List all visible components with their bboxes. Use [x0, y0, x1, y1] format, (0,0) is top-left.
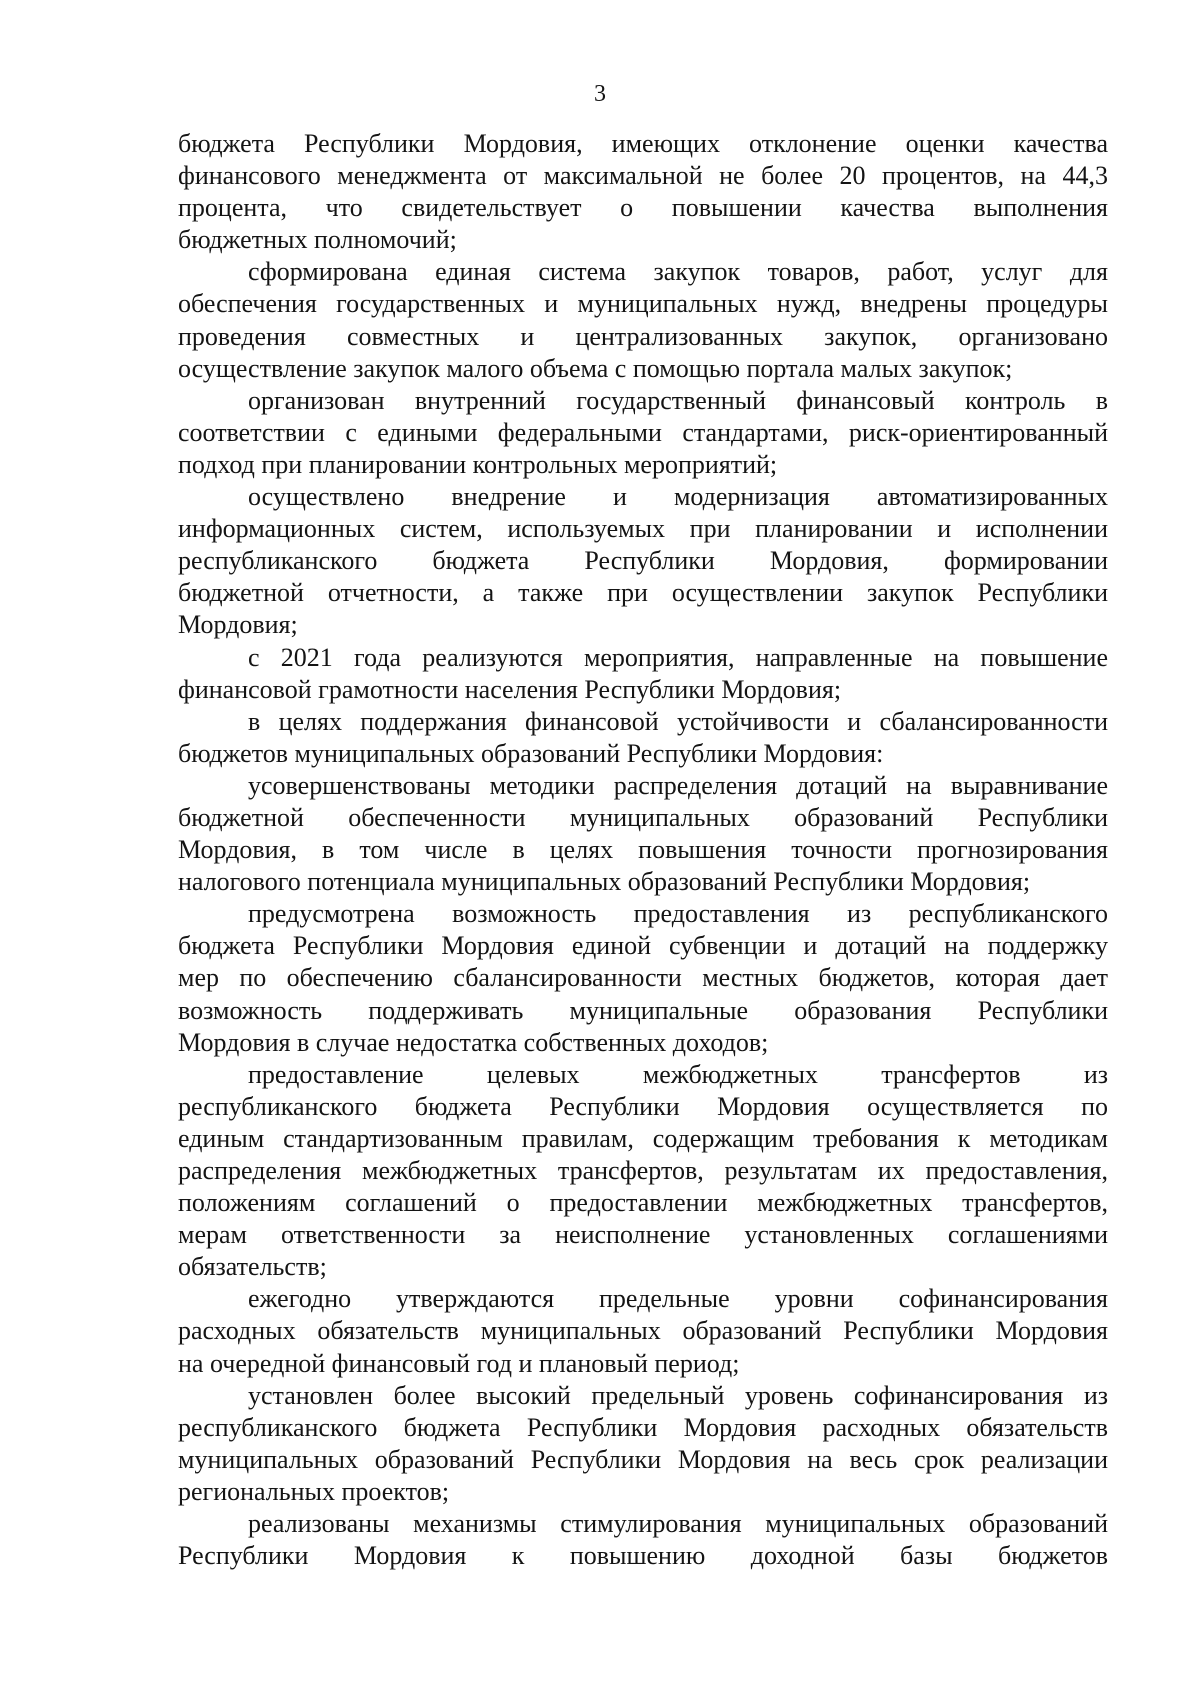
- text-line: распределения межбюджетных трансфертов, результатам их предоставления,: [178, 1156, 1108, 1185]
- paragraph: [178, 385, 1108, 481]
- paragraph: [178, 1508, 1108, 1572]
- text-line: расходных обязательств муниципальных образований Республики Мордовия: [178, 1316, 1108, 1346]
- text-line: мер по обеспечению сбалансированности местных бюджетов, которая дает: [178, 963, 1108, 993]
- text-line: соответствии с едиными федеральными стандартами, риск-ориентированный: [178, 417, 1108, 447]
- page-number: 3: [594, 81, 606, 107]
- text-line: сформирована единая система закупок товаров, работ, услуг для: [248, 257, 1108, 287]
- text-line: бюджетов муниципальных образований Республики Мордовия:: [178, 738, 884, 768]
- text-line: в целях поддержания финансовой устойчивости и сбалансированности: [248, 706, 1108, 736]
- paragraph: [178, 642, 1108, 706]
- paragraph: [178, 481, 1108, 641]
- text-line: установлен более высокий предельный уровень софинансирования из: [248, 1380, 1108, 1410]
- text-line: предусмотрена возможность предоставления из республиканского: [248, 899, 1108, 929]
- text-line: финансового менеджмента от максимальной не более 20 процентов, на 44,3: [178, 161, 1108, 191]
- text-line: положениям соглашений о предоставлении межбюджетных трансфертов,: [178, 1188, 1108, 1218]
- text-line: Республики Мордовия к повышению доходной базы бюджетов: [178, 1541, 1108, 1571]
- text-line: возможность поддерживать муниципальные образования Республики: [178, 995, 1108, 1025]
- text-line: бюджетных полномочий;: [178, 225, 457, 255]
- text-line: Мордовия;: [178, 610, 298, 640]
- text-line: на очередной финансовый год и плановый период;: [178, 1348, 740, 1378]
- text-line: единым стандартизованным правилам, содержащим требования к методикам: [178, 1123, 1108, 1153]
- paragraph: [178, 770, 1108, 898]
- text-line: региональных проектов;: [178, 1476, 450, 1506]
- text-line: процента, что свидетельствует о повышении качества выполнения: [178, 193, 1108, 223]
- text-line: муниципальных образований Республики Мордовия на весь срок реализации: [178, 1444, 1108, 1474]
- paragraph: [178, 256, 1108, 384]
- paragraph: [178, 898, 1108, 1058]
- text-line: осуществлено внедрение и модернизация автоматизированных: [248, 482, 1108, 512]
- text-line: проведения совместных и централизованных закупок, организовано: [178, 321, 1108, 351]
- text-line: усовершенствованы методики распределения дотаций на выравнивание: [248, 770, 1108, 800]
- paragraph: [178, 1059, 1108, 1284]
- text-line: обязательств;: [178, 1252, 327, 1282]
- text-line: Мордовия, в том числе в целях повышения точности прогнозирования: [178, 835, 1108, 865]
- text-line: республиканского бюджета Республики Мордовия, формировании: [178, 546, 1108, 576]
- text-line: финансовой грамотности населения Республики Мордовия;: [178, 674, 842, 704]
- text-line: информационных систем, используемых при планировании и исполнении: [178, 514, 1108, 544]
- text-line: бюджета Республики Мордовия единой субвенции и дотаций на поддержку: [178, 931, 1108, 961]
- text-line: бюджета Республики Мордовия, имеющих отклонение оценки качества: [178, 129, 1108, 158]
- document-body: [178, 128, 1108, 1572]
- text-line: республиканского бюджета Республики Мордовия осуществляется по: [178, 1091, 1108, 1121]
- text-line: налогового потенциала муниципальных образований Республики Мордовия;: [178, 867, 1031, 897]
- text-line: республиканского бюджета Республики Мордовия расходных обязательств: [178, 1412, 1108, 1442]
- text-line: подход при планировании контрольных мероприятий;: [178, 449, 778, 479]
- paragraph: [178, 1283, 1108, 1379]
- text-line: обеспечения государственных и муниципальных нужд, внедрены процедуры: [178, 289, 1108, 319]
- text-line: мерам ответственности за неисполнение установленных соглашениями: [178, 1220, 1108, 1250]
- paragraph: [178, 706, 1108, 770]
- paragraph: [178, 1380, 1108, 1508]
- text-line: с 2021 года реализуются мероприятия, направленные на повышение: [248, 642, 1108, 672]
- paragraph: [178, 128, 1108, 256]
- text-line: Мордовия в случае недостатка собственных доходов;: [178, 1027, 769, 1057]
- text-line: бюджетной обеспеченности муниципальных образований Республики: [178, 802, 1108, 832]
- text-line: предоставление целевых межбюджетных трансфертов из: [248, 1059, 1108, 1089]
- text-line: организован внутренний государственный финансовый контроль в: [248, 385, 1108, 415]
- text-line: реализованы механизмы стимулирования муниципальных образований: [248, 1509, 1108, 1539]
- text-line: осуществление закупок малого объема с помощью портала малых закупок;: [178, 353, 1013, 383]
- text-line: ежегодно утверждаются предельные уровни софинансирования: [248, 1284, 1108, 1314]
- text-line: бюджетной отчетности, а также при осуществлении закупок Республики: [178, 578, 1108, 608]
